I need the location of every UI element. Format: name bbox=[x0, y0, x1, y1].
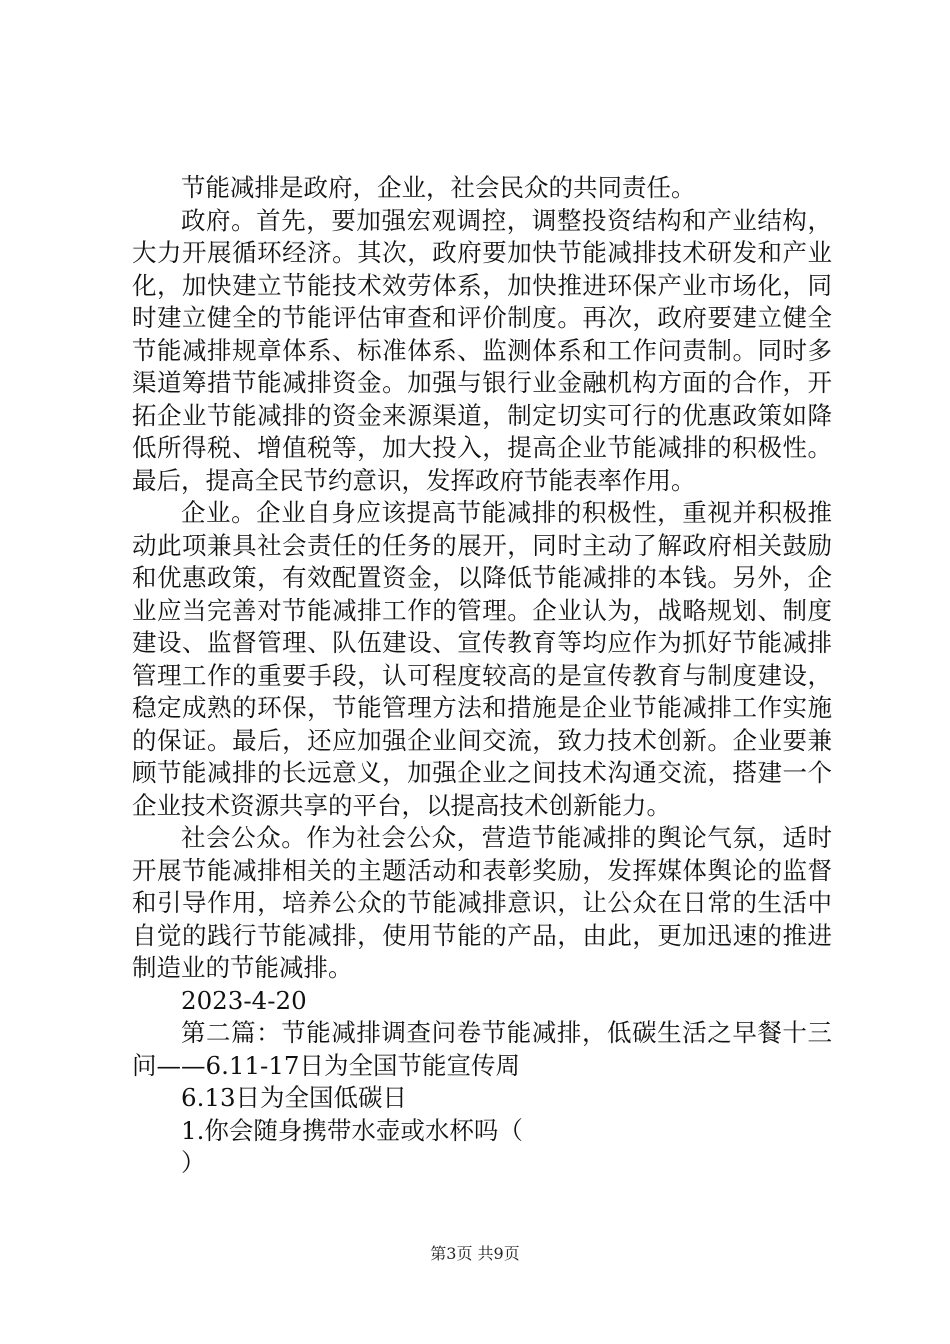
paragraph-second-title: 第二篇：节能减排调查问卷节能减排，低碳生活之早餐十三问——6.11-17日为全国节能宣传周 bbox=[132, 1018, 832, 1080]
document-body bbox=[132, 172, 832, 1180]
paragraph-date: 2023-4-20 bbox=[181, 985, 307, 1015]
page-footer: 第3页 共9页 bbox=[430, 1244, 520, 1263]
paragraph-public: 社会公众。作为社会公众，营造节能减排的舆论气氛，适时开展节能减排相关的主题活动和表彰奖励，发挥媒体舆论的监督和引导作用，培养公众的节能减排意识，让公众在日常的生活中自觉的践行节能减排，使用节能的产品，由此，更加迅速的推进制造业的节能减排。 bbox=[132, 823, 832, 982]
paragraph-question-1-bracket: ） bbox=[181, 1148, 206, 1177]
paragraph-low-carbon-day: 6.13日为全国低碳日 bbox=[181, 1083, 408, 1112]
paragraph-government: 政府。首先，要加强宏观调控，调整投资结构和产业结构，大力开展循环经济。其次，政府要加快节能减排技术研发和产业化，加快建立节能技术效劳体系，加快推进环保产业市场化，同时建立健全的节能评估审查和评价制度。再次，政府要建立健全节能减排规章体系、标准体系、监测体系和工作问责制。同时多渠道筹措节能减排资金。加强与银行业金融机构方面的合作，开拓企业节能减排的资金来源渠道，制定切实可行的优惠政策如降低所得税、增值税等，加大投入，提高企业节能减排的积极性。最后，提高全民节约意识，发挥政府节能表率作用。 bbox=[132, 205, 832, 495]
paragraph-intro: 节能减排是政府，企业，社会民众的共同责任。 bbox=[181, 173, 696, 202]
paragraph-enterprise: 企业。企业自身应该提高节能减排的积极性，重视并积极推动此项兼具社会责任的任务的展开，同时主动了解政府相关鼓励和优惠政策，有效配置资金，以降低节能减排的本钱。另外，企业应当完善对节能减排工作的管理。企业认为，战略规划、制度建设、监督管理、队伍建设、宣传教育等均应作为抓好节能减排管理工作的重要手段，认可程度较高的是宣传教育与制度建设，稳定成熟的环保，节能管理方法和措施是企业节能减排工作实施的保证。最后，还应加强企业间交流，致力技术创新。企业要兼顾节能减排的长远意义，加强企业之间技术沟通交流，搭建一个企业技术资源共享的平台，以提高技术创新能力。 bbox=[132, 498, 832, 820]
paragraph-question-1: 1.你会随身携带水壶或水杯吗（ bbox=[181, 1115, 523, 1145]
